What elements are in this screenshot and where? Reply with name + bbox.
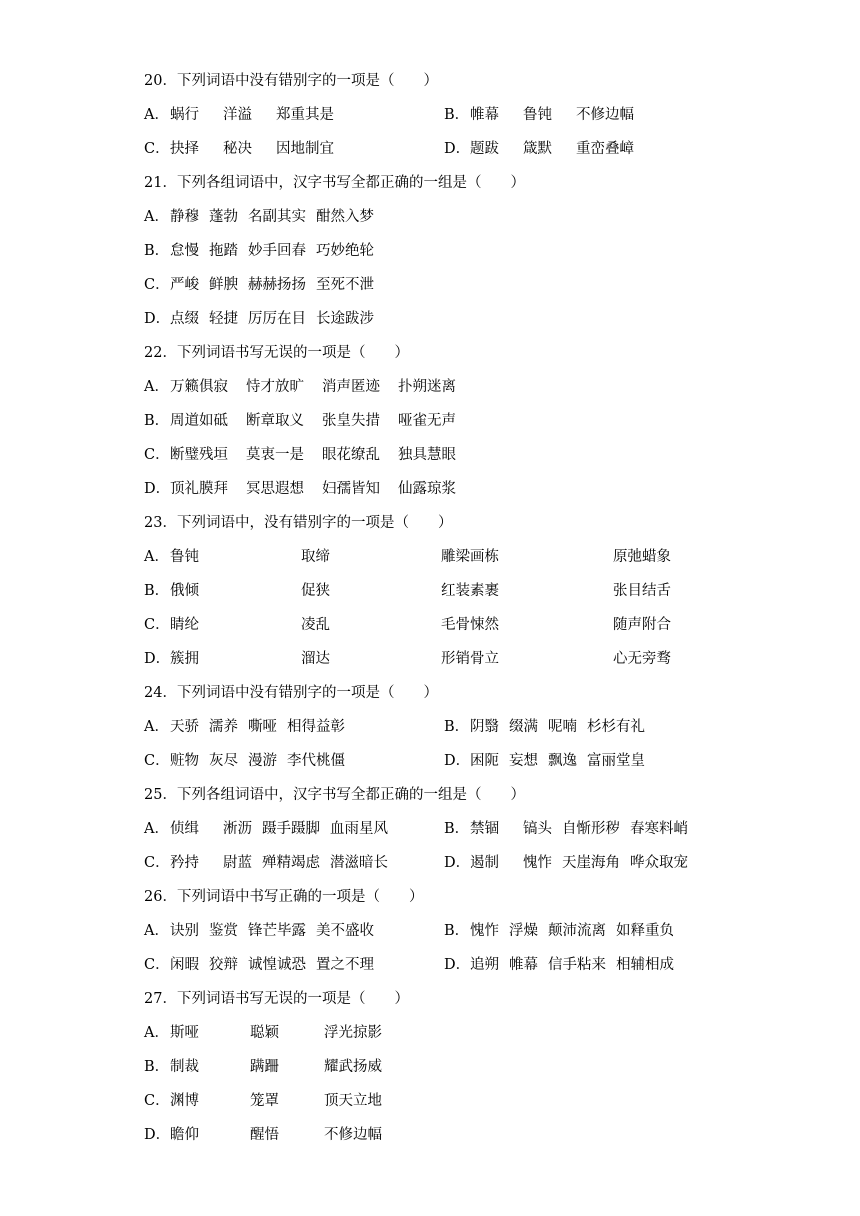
option-word: 洋溢 <box>223 107 252 123</box>
option-a <box>144 1022 834 1056</box>
option-letter: A． <box>144 923 169 939</box>
option-word: 俄倾 <box>170 583 199 599</box>
option-cell <box>144 648 199 670</box>
option-word: 天崖海角 <box>562 855 620 871</box>
option-letter: B． <box>444 821 470 837</box>
option-word: 侦缉 <box>170 821 199 837</box>
option-cell <box>144 546 199 568</box>
option-row <box>144 716 834 750</box>
question <box>144 512 834 682</box>
option-word: 蜗行 <box>170 107 199 123</box>
option-word: 狡辩 <box>209 957 238 973</box>
question-stem: 27．下列词语书写无误的一项是（ ） <box>144 991 409 1007</box>
option-word: 重峦叠嶂 <box>576 141 634 157</box>
option-a <box>144 818 388 840</box>
option-word: 飘逸 <box>548 753 577 769</box>
option-a <box>144 206 834 240</box>
option-c <box>144 614 834 648</box>
option-c <box>144 750 345 772</box>
option-letter: A． <box>144 209 169 225</box>
option-letter: B． <box>144 413 170 429</box>
option-word: 鲁钝 <box>170 549 199 565</box>
option-word: 随声附合 <box>613 617 671 633</box>
option-word: 追朔 <box>470 957 499 973</box>
option-word: 斯哑 <box>170 1025 199 1041</box>
option-word: 消声匿迹 <box>322 379 380 395</box>
option-word: 春寒料峭 <box>630 821 688 837</box>
option-word: 遏制 <box>470 855 499 871</box>
option-word: 恃才放旷 <box>246 379 304 395</box>
option-letter: B． <box>144 243 170 259</box>
option-word: 断章取义 <box>246 413 304 429</box>
option-word: 蹑手蹑脚 <box>262 821 320 837</box>
option-letter: C． <box>144 141 170 157</box>
option-word: 聪颖 <box>250 1025 279 1041</box>
option-word: 巧妙绝轮 <box>316 243 374 259</box>
option-word: 哗众取宠 <box>630 855 688 871</box>
option-word: 笼罩 <box>250 1093 279 1109</box>
question-stem: 24．下列词语中没有错别字的一项是（ ） <box>144 685 438 701</box>
question <box>144 988 834 1158</box>
option-word: 濡养 <box>209 719 238 735</box>
option-word: 拖踏 <box>209 243 238 259</box>
option-d <box>444 852 688 874</box>
option-letter: A． <box>144 549 169 565</box>
option-letter: A． <box>144 1025 169 1041</box>
option-word: 妙手回春 <box>248 243 306 259</box>
option-word: 红装素裹 <box>441 583 499 599</box>
option-row <box>144 138 834 172</box>
option-word: 如释重负 <box>616 923 674 939</box>
option-word: 富丽堂皇 <box>587 753 645 769</box>
option-word: 愧怍 <box>470 923 499 939</box>
option-word: 潜滋暗长 <box>330 855 388 871</box>
option-letter: A． <box>144 107 169 123</box>
option-word: 禁锢 <box>470 821 499 837</box>
option-row <box>144 852 834 886</box>
option-word: 郑重其是 <box>276 107 334 123</box>
question-stem: 21．下列各组词语中，汉字书写全都正确的一组是（ ） <box>144 175 525 191</box>
question <box>144 886 834 988</box>
option-word: 尉蓝 <box>223 855 252 871</box>
option-word: 闲暇 <box>170 957 199 973</box>
option-word: 取缔 <box>301 549 330 565</box>
option-word: 相辅相成 <box>616 957 674 973</box>
option-letter: B． <box>444 923 470 939</box>
option-word: 鲁钝 <box>523 107 552 123</box>
option-word: 鉴赏 <box>209 923 238 939</box>
option-b <box>144 240 834 274</box>
option-word: 嘶哑 <box>248 719 277 735</box>
option-word: 莫衷一是 <box>246 447 304 463</box>
option-b <box>444 104 634 126</box>
option-d <box>144 648 834 682</box>
option-row <box>144 104 834 138</box>
option-word: 哑雀无声 <box>398 413 456 429</box>
option-b <box>444 920 674 942</box>
option-letter: D． <box>444 855 471 871</box>
option-word: 顶礼膜拜 <box>170 481 228 497</box>
option-word: 仙露琼浆 <box>398 481 456 497</box>
option-word: 瞻仰 <box>170 1127 199 1143</box>
option-cell <box>144 1022 199 1044</box>
option-letter: C． <box>144 753 170 769</box>
option-word: 冥思遐想 <box>246 481 304 497</box>
option-letter: A． <box>144 821 169 837</box>
option-word: 张目结舌 <box>613 583 671 599</box>
option-word: 镐头 <box>523 821 552 837</box>
option-word: 睛纶 <box>170 617 199 633</box>
question-stem: 22．下列词语书写无误的一项是（ ） <box>144 345 409 361</box>
option-word: 至死不泄 <box>316 277 374 293</box>
option-a <box>144 104 334 126</box>
option-word: 严峻 <box>170 277 199 293</box>
option-word: 颠沛流离 <box>548 923 606 939</box>
option-cell <box>144 1056 199 1078</box>
option-letter: C． <box>144 447 170 463</box>
option-letter: D． <box>444 141 471 157</box>
option-word: 凌乱 <box>301 617 330 633</box>
option-c <box>144 444 834 478</box>
option-word: 秘决 <box>223 141 252 157</box>
option-word: 点缀 <box>170 311 199 327</box>
option-word: 不修边幅 <box>324 1127 382 1143</box>
option-d <box>144 1124 834 1158</box>
option-word: 万籁俱寂 <box>170 379 228 395</box>
option-word: 信手粘来 <box>548 957 606 973</box>
option-word: 原弛蜡象 <box>613 549 671 565</box>
option-word: 独具慧眼 <box>398 447 456 463</box>
question-stem: 25．下列各组词语中，汉字书写全都正确的一组是（ ） <box>144 787 525 803</box>
option-b <box>144 580 834 614</box>
option-word: 雕梁画栋 <box>441 549 499 565</box>
option-word: 因地制宜 <box>276 141 334 157</box>
option-c <box>144 852 388 874</box>
option-c <box>144 954 374 976</box>
option-b <box>444 716 645 738</box>
option-a <box>144 920 374 942</box>
option-word: 诚惶诚恐 <box>248 957 306 973</box>
option-word: 李代桃僵 <box>287 753 345 769</box>
question-stem: 23．下列词语中，没有错别字的一项是（ ） <box>144 515 453 531</box>
option-letter: C． <box>144 855 170 871</box>
option-word: 形销骨立 <box>441 651 499 667</box>
option-letter: D． <box>144 651 171 667</box>
option-word: 锋芒毕露 <box>248 923 306 939</box>
option-letter: D． <box>444 957 471 973</box>
option-cell <box>144 1124 199 1146</box>
option-word: 赫赫扬扬 <box>248 277 306 293</box>
option-word: 厉厉在目 <box>248 311 306 327</box>
option-word: 妄想 <box>509 753 538 769</box>
exam-page <box>144 70 834 1158</box>
question <box>144 682 834 784</box>
option-word: 美不盛收 <box>316 923 374 939</box>
option-d <box>444 750 645 772</box>
option-word: 帷幕 <box>509 957 538 973</box>
option-cell <box>144 580 199 602</box>
option-cell <box>144 1090 199 1112</box>
option-word: 促狭 <box>301 583 330 599</box>
option-letter: A． <box>144 379 169 395</box>
option-word: 鲜腴 <box>209 277 238 293</box>
option-word: 耀武扬威 <box>324 1059 382 1075</box>
option-word: 眼花缭乱 <box>322 447 380 463</box>
option-word: 簇拥 <box>170 651 199 667</box>
option-d <box>144 478 834 512</box>
option-word: 醒悟 <box>250 1127 279 1143</box>
option-word: 渊博 <box>170 1093 199 1109</box>
option-word: 毛骨悚然 <box>441 617 499 633</box>
option-word: 扑朔迷离 <box>398 379 456 395</box>
option-word: 不修边幅 <box>576 107 634 123</box>
option-word: 怠慢 <box>170 243 199 259</box>
option-word: 抉择 <box>170 141 199 157</box>
option-d <box>444 954 674 976</box>
option-word: 顶天立地 <box>324 1093 382 1109</box>
option-letter: D． <box>444 753 471 769</box>
option-word: 血雨星风 <box>330 821 388 837</box>
option-letter: B． <box>444 107 470 123</box>
option-letter: C． <box>144 957 170 973</box>
option-c <box>144 138 334 160</box>
option-b <box>444 818 688 840</box>
option-word: 置之不理 <box>316 957 374 973</box>
option-word: 矜持 <box>170 855 199 871</box>
option-word: 张皇失措 <box>322 413 380 429</box>
option-word: 浮燥 <box>509 923 538 939</box>
option-word: 灰尽 <box>209 753 238 769</box>
question <box>144 342 834 512</box>
option-word: 妇孺皆知 <box>322 481 380 497</box>
question-stem: 20．下列词语中没有错别字的一项是（ ） <box>144 73 438 89</box>
option-word: 题跋 <box>470 141 499 157</box>
question <box>144 70 834 172</box>
option-letter: D． <box>144 311 171 327</box>
option-word: 赃物 <box>170 753 199 769</box>
option-a <box>144 546 834 580</box>
option-word: 天骄 <box>170 719 199 735</box>
option-word: 愧怍 <box>523 855 552 871</box>
option-letter: D． <box>144 1127 171 1143</box>
option-letter: C． <box>144 277 170 293</box>
option-word: 相得益彰 <box>287 719 345 735</box>
option-word: 周道如砥 <box>170 413 228 429</box>
option-d <box>144 308 834 342</box>
option-word: 断璧残垣 <box>170 447 228 463</box>
option-a <box>144 716 345 738</box>
option-word: 殚精竭虑 <box>262 855 320 871</box>
option-b <box>144 1056 834 1090</box>
option-word: 蓬勃 <box>209 209 238 225</box>
option-letter: A． <box>144 719 169 735</box>
option-c <box>144 1090 834 1124</box>
option-row <box>144 954 834 988</box>
option-word: 轻捷 <box>209 311 238 327</box>
option-word: 呢喃 <box>548 719 577 735</box>
option-letter: B． <box>144 583 170 599</box>
question-stem: 26．下列词语中书写正确的一项是（ ） <box>144 889 424 905</box>
option-word: 长途跋涉 <box>316 311 374 327</box>
option-word: 缀满 <box>509 719 538 735</box>
option-word: 浮光掠影 <box>324 1025 382 1041</box>
option-word: 名副其实 <box>248 209 306 225</box>
option-word: 溜达 <box>301 651 330 667</box>
option-word: 蹒跚 <box>250 1059 279 1075</box>
option-letter: C． <box>144 1093 170 1109</box>
option-word: 淅沥 <box>223 821 252 837</box>
option-word: 箴默 <box>523 141 552 157</box>
option-a <box>144 376 834 410</box>
option-word: 漫游 <box>248 753 277 769</box>
option-d <box>444 138 634 160</box>
option-row <box>144 818 834 852</box>
option-word: 制裁 <box>170 1059 199 1075</box>
option-word: 心无旁骛 <box>613 651 671 667</box>
option-row <box>144 750 834 784</box>
option-word: 杉杉有礼 <box>587 719 645 735</box>
question <box>144 784 834 886</box>
option-word: 自惭形秽 <box>562 821 620 837</box>
question <box>144 172 834 342</box>
option-word: 静穆 <box>170 209 199 225</box>
option-word: 酣然入梦 <box>316 209 374 225</box>
option-letter: C． <box>144 617 170 633</box>
option-row <box>144 920 834 954</box>
option-word: 帷幕 <box>470 107 499 123</box>
option-word: 阴翳 <box>470 719 499 735</box>
option-c <box>144 274 834 308</box>
option-word: 困阨 <box>470 753 499 769</box>
option-letter: B． <box>444 719 470 735</box>
option-letter: D． <box>144 481 171 497</box>
option-letter: B． <box>144 1059 170 1075</box>
option-word: 诀别 <box>170 923 199 939</box>
option-cell <box>144 614 199 636</box>
option-b <box>144 410 834 444</box>
